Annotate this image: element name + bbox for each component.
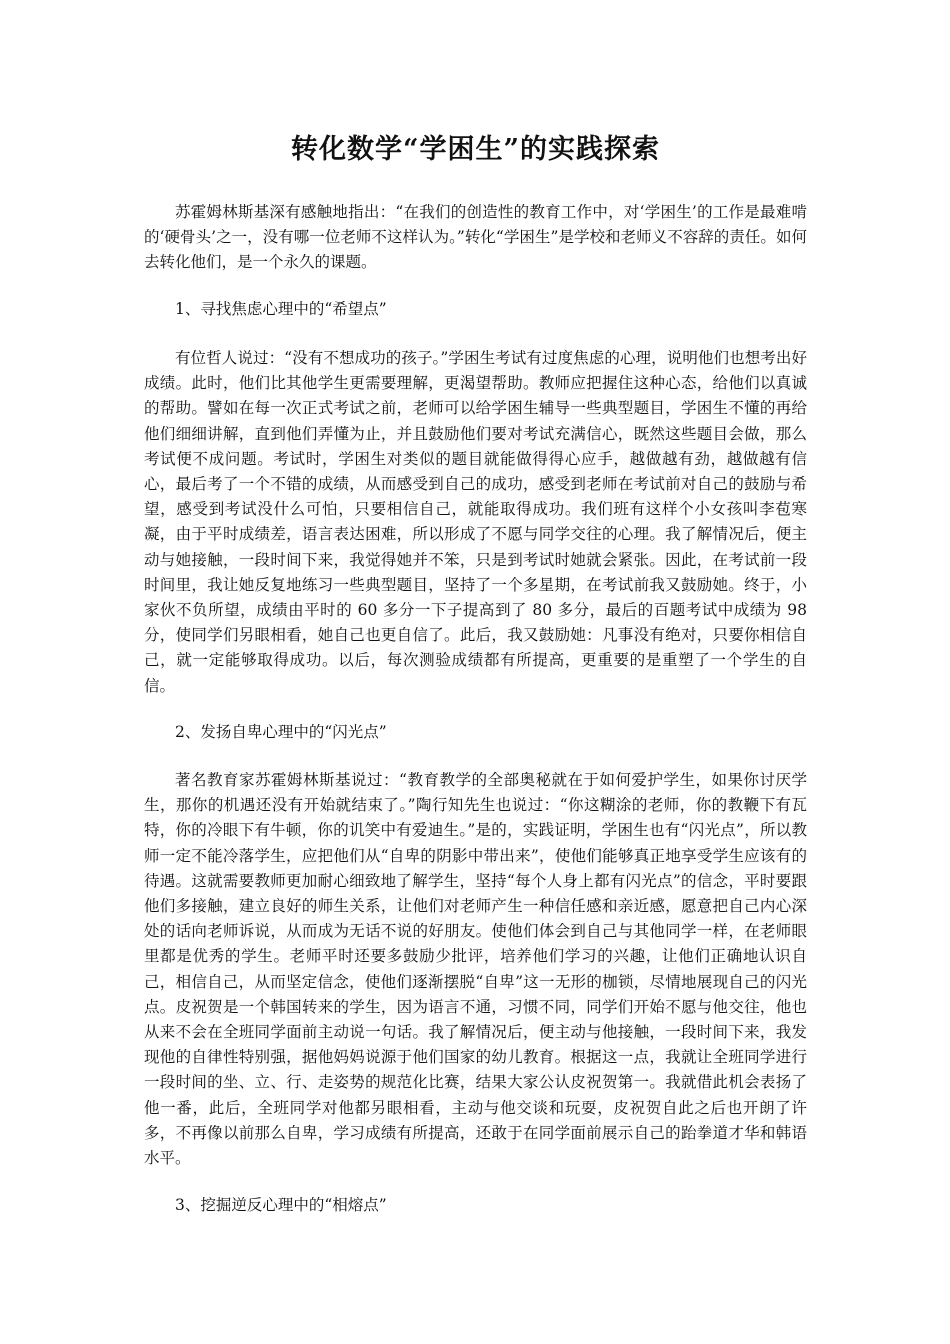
- intro-paragraph: 苏霍姆林斯基深有感触地指出：“在我们的创造性的教育工作中，对‘学困生’的工作是最难啃的‘硬骨头’之一，没有哪一位老师不这样认为。”转化“学困生”是学校和老师义不容辞的责任。如何去转化他们，是一个永久的课题。: [144, 203, 807, 272]
- section-body-1: 有位哲人说过：“没有不想成功的孩子。”学困生考试有过度焦虑的心理，说明他们也想考出好成绩。此时，他们比其他学生更需要理解，更渴望帮助。教师应把握住这种心态，给他们以真诚的帮助。譬如在每一次正式考试之前，老师可以给学困生辅导一些典型题目，学困生不懂的再给他们细细讲解，直到他们弄懂为止，并且鼓励他们要对考试充满信心，既然这些题目会做，那么考试便不成问题。考试时，学困生对类似的题目就能做得得心应手，越做越有劲，越做越有信心，最后考了一个不错的成绩，从而感受到自己的成功，感受到老师在考试前对自己的鼓励与希望，感受到考试没什么可怕，只要相信自己，就能取得成功。我们班有这样个小女孩叫李苞寒凝，由于平时成绩差，语言表达困难，所以形成了不愿与同学交往的心理。我了解情况后，便主动与她接触，一段时间下来，我觉得她并不笨，只是到考试时她就会紧张。因此，在考试前一段时间里，我让她反复地练习一些典型题目，坚持了一个多星期，在考试前我又鼓励她。终于，小家伙不负所望，成绩由平时的 60 多分一下子提高到了 80 多分，最后的百题考试中成绩为 98 分，使同学们另眼相看，她自己也更自信了。此后，我又鼓励她：凡事没有绝对，只要你相信自己，就一定能够取得成功。以后，每次测验成绩都有所提高，更重要的是重塑了一个学生的自信。: [144, 349, 807, 695]
- section-body-2: 著名教育家苏霍姆林斯基说过：“教育教学的全部奥秘就在于如何爱护学生，如果你讨厌学生，那你的机遇还没有开始就结束了。”陶行知先生也说过：“你这糊涂的老师，你的教鞭下有瓦特，你的冷眼下有牛顿，你的讥笑中有爱迪生。”是的，实践证明，学困生也有“闪光点”，所以教师一定不能冷落学生，应把他们从“自卑的阴影中带出来”，使他们能够真正地享受学生应该有的待遇。这就需要教师更加耐心细致地了解学生，坚持“每个人身上都有闪光点”的信念，平时要跟他们多接触，建立良好的师生关系，让他们对老师产生一种信任感和亲近感，愿意把自己内心深处的话向老师诉说，从而成为无话不说的好朋友。使他们体会到自己与其他同学一样，在老师眼里都是优秀的学生。老师平时还要多鼓励少批评，培养他们学习的兴趣，让他们正确地认识自己，相信自己，从而坚定信念，使他们逐渐摆脱“自卑”这一无形的枷锁，尽情地展现自己的闪光点。皮祝贺是一个韩国转来的学生，因为语言不通，习惯不同，同学们开始不愿与他交往，他也从来不会在全班同学面前主动说一句话。我了解情况后，便主动与他接触，一段时间下来，我发现他的自律性特别强，据他妈妈说源于他们国家的幼儿教育。根据这一点，我就让全班同学进行一段时间的坐、立、行、走姿势的规范化比赛，结果大家公认皮祝贺第一。我就借此机会表扬了他一番，此后，全班同学对他都另眼相看，主动与他交谈和玩耍，皮祝贺自此之后也开朗了许多，不再像以前那么自卑，学习成绩有所提高，还敢于在同学面前展示自己的跆拳道才华和韩语水平。: [144, 771, 807, 1168]
- section-heading-2: 2、发扬自卑心理中的“闪光点”: [175, 723, 387, 741]
- document-title: 转化数学“学困生”的实践探索: [290, 134, 661, 165]
- section-heading-3: 3、挖掘逆反心理中的“相熔点”: [175, 1196, 387, 1214]
- section-heading-1: 1、寻找焦虑心理中的“希望点”: [175, 300, 387, 318]
